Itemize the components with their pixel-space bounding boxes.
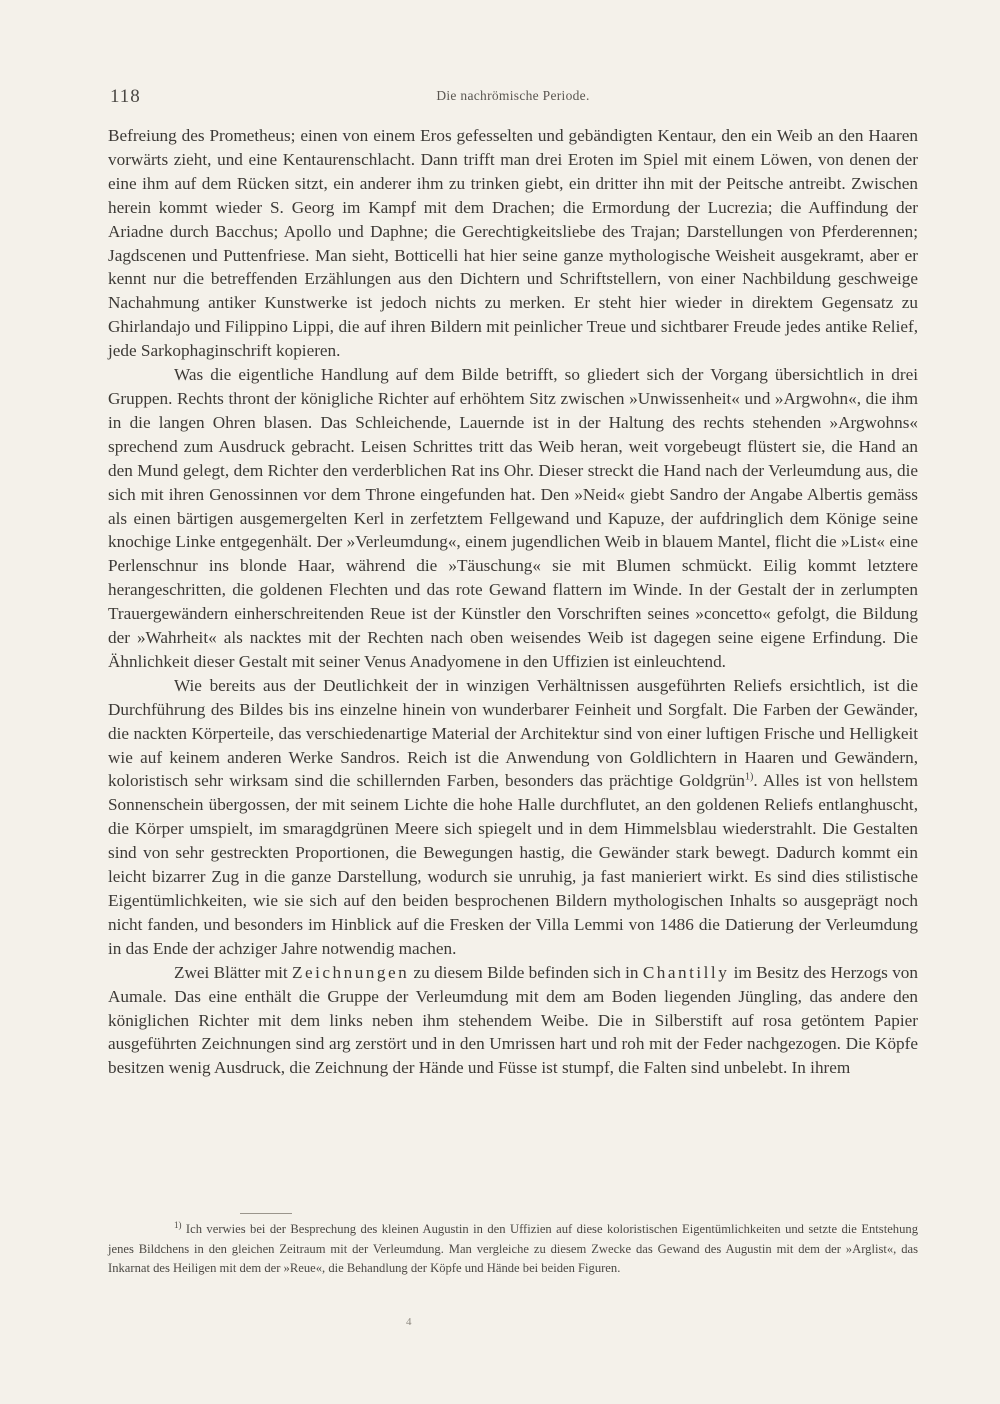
paragraph-3-text-a: Wie bereits aus der Deutlichkeit der in winzigen Verhältnissen ausgeführten Reliefs ersichtlich, ist die Durchführung des Bildes bis ins einzelne hinein von wunderbarer Feinheit und Sorgfalt. Die Farben der Gewänder, die nackten Körperteile, das verschiedenartige Material der Architektur sind von einer luftigen Frische und Helligkeit wie auf keinem anderen Werke Sandros. Reich ist die Anwendung von Goldlichtern in Haaren und Gewändern, koloristisch sehr wirksam sind die schillernden Farben, besonders das prächtige Goldgrün	[108, 675, 918, 791]
body-text	[108, 124, 918, 1080]
paragraph-4	[108, 961, 918, 1081]
footnote-1	[108, 1220, 918, 1279]
paragraph-3	[108, 674, 918, 961]
page-header	[108, 86, 918, 110]
footnote-divider	[240, 1213, 292, 1214]
paragraph-1: Befreiung des Prometheus; einen von einem Eros gefesselten und gebändigten Kentaur, den ein Weib an den Haaren vorwärts zieht, und eine Kentaurenschlacht. Dann trifft man drei Eroten im Spiel mit einem Löwen, von denen der eine ihm auf dem Rücken sitzt, ein anderer ihm zu trinken giebt, ein dritter ihn mit der Peitsche antreibt. Zwischen herein kommt wieder S. Georg im Kampf mit dem Drachen; die Ermordung der Lucrezia; die Auffindung der Ariadne durch Bacchus; Apollo und Daphne; die Gerechtigkeitsliebe des Trajan; Darstellungen von Pferderennen; Jagdscenen und Puttenfriese. Man sieht, Botticelli hat hier seine ganze mythologische Weisheit ausgekramt, aber er kennt nur die betreffenden Erzählungen aus den Dichtern und Schriftstellern, von einer Nachbildung geschweige Nachahmung antiker Kunstwerke ist jedoch nichts zu merken. Er steht hier wieder in direktem Gegensatz zu Ghirlandajo und Filippino Lippi, die auf ihren Bildern mit peinlicher Treue und sichtbarer Freude jedes antike Relief, jede Sarkophaginschrift kopieren.	[108, 126, 918, 361]
running-title: Die nachrömische Periode.	[436, 88, 590, 103]
page-number: 118	[110, 86, 141, 107]
footnote-reference: 1)	[745, 771, 754, 783]
paragraph-2: Was die eigentliche Handlung auf dem Bilde betrifft, so gliedert sich der Vorgang übersichtlich in drei Gruppen. Rechts thront der königliche Richter auf erhöhtem Sitz zwischen »Unwissenheit« und »Argwohn«, die ihm in die langen Ohren blasen. Das Schleichende, Lauernde ist in der Haltung des rechts stehenden »Argwohns« sprechend zum Ausdruck gebracht. Leisen Schrittes tritt das Weib heran, weit vorgebeugt flüstert sie, die Hand an den Mund gelegt, dem Richter den verderblichen Rat ins Ohr. Dieser streckt die Hand nach der Verleumdung aus, die sich mit ihren Genossinnen vor dem Throne eingefunden hat. Den »Neid« giebt Sandro der Angabe Albertis gemäss als einen bärtigen ausgemergelten Kerl in zerfetztem Fellgewand und Kapuze, der aufdringlich dem Könige seine knochige Linke entgegenhält. Der »Verleumdung«, einem jugendlichen Weib in blauem Mantel, flicht die »List« eine Perlenschnur ins blonde Haar, während die »Täuschung« sie mit Blumen schmückt. Eilig kommt letztere herangeschritten, die goldenen Flechten und das rote Gewand flattern im Winde. In der Gestalt der in zerlumpten Trauergewändern einherschreitenden Reue ist der Künstler den Vorschriften seines »concetto« gefolgt, die Bildung der »Wahrheit« als nacktes mit der Rechten nach oben weisendes Weib ist dagegen seine eigene Erfindung. Die Ähnlichkeit dieser Gestalt mit seiner Venus Anadyomene in den Uffizien ist einleuchtend.	[108, 365, 918, 671]
spaced-word-chantilly: Chantilly	[642, 962, 730, 982]
footnote-text: Ich verwies bei der Besprechung des kleinen Augustin in den Uffizien auf diese koloristischen Eigentümlichkeiten und setzte die Entstehung jenes Bildchens in den gleichen Zeitraum mit der Verleumdung. Man vergleiche zu diesem Zwecke das Gewand des Augustin mit dem der »Arglist«, das Inkarnat des Heiligen mit dem der »Reue«, die Behandlung der Köpfe und Hände bei beiden Figuren.	[108, 1222, 918, 1275]
paragraph-3-text-b: . Alles ist von hellstem Sonnenschein übergossen, der mit seinem Lichte die hohe Halle durchflutet, an den goldenen Reliefs entlanghuscht, die Körper umspielt, im smaragdgrünen Meere sich spiegelt und in dem Himmelsblau wiederstrahlt. Die Gestalten sind von sehr gestreckten Proportionen, die Bewegungen hastig, die Gewänder stark bewegt. Dadurch kommt ein leicht bizarrer Zug in die ganze Darstellung, wodurch sie unruhig, ja fast manieriert wirkt. Es sind dies stilistische Eigentümlichkeiten, wie sie sich auf den beiden besprochenen Bildern mythologischen Inhalts so ausgeprägt noch nicht fanden, und besonders im Hinblick auf die Fresken der Villa Lemmi von 1486 die Datierung der Verleumdung in das Ende der achziger Jahre notwendig machen.	[108, 771, 918, 958]
footnote-mark: 1)	[174, 1219, 182, 1230]
paragraph-4-text-b: zu diesem Bilde befinden sich in	[409, 962, 643, 982]
spaced-word-zeichnungen: Zeichnungen	[291, 962, 410, 982]
footnotes	[108, 1220, 918, 1279]
paragraph-4-text-a: Zwei Blätter mit	[174, 962, 292, 982]
paragraph-4-text-c: im Besitz des Herzogs von Aumale. Das eine enthält die Gruppe der Verleumdung mit dem am Boden liegenden Jüngling, das andere den königlichen Richter mit dem links neben ihm stehendem Weibe. Die in Silberstift auf rosa getöntem Papier ausgeführten Zeichnungen sind arg zerstört und in den Umrissen hart und roh mit der Feder nachgezogen. Die Köpfe besitzen wenig Ausdruck, die Zeichnung der Hände und Füsse ist stumpf, die Falten sind unbelebt. In ihrem	[108, 962, 918, 1078]
page-mark: 4	[406, 1316, 412, 1328]
